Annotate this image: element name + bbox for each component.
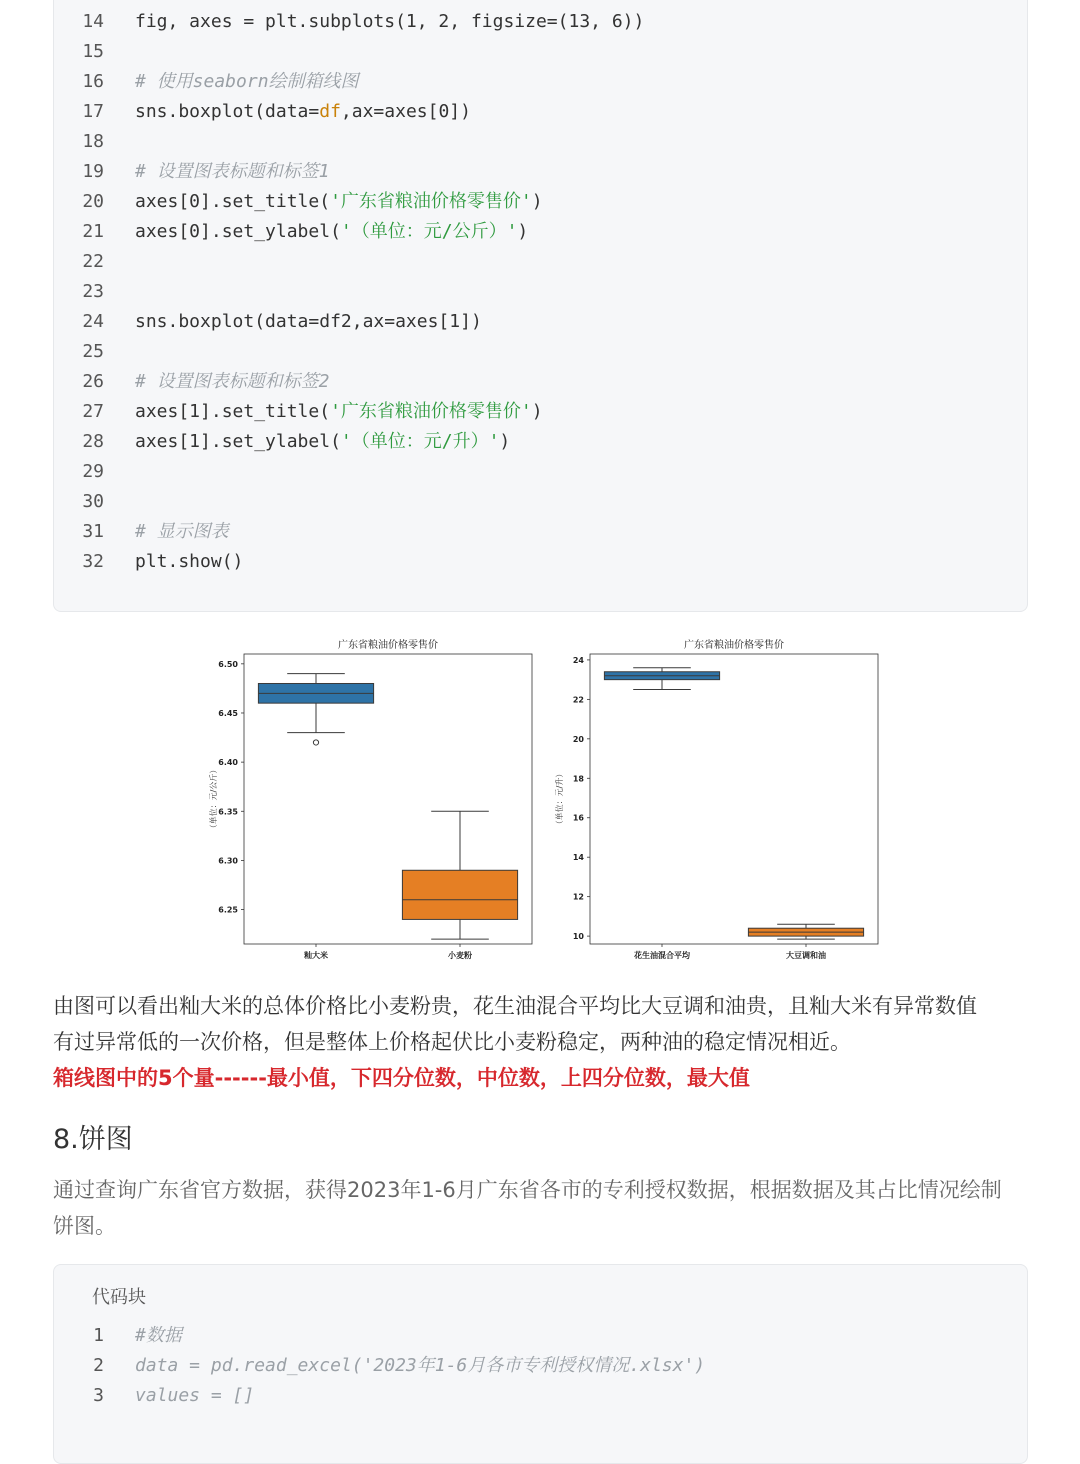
- code-line: [54, 127, 1027, 157]
- line-number: 23: [82, 281, 104, 302]
- code-line: [54, 397, 1027, 427]
- line-number: 3: [93, 1385, 104, 1406]
- y-tick-label: 6.25: [218, 905, 238, 915]
- code-token: axes[1].set_title(: [135, 401, 331, 422]
- boxplot-chart-left: [208, 638, 532, 960]
- y-tick-label: 6.35: [218, 807, 238, 817]
- code-block-header: 代码块: [92, 1287, 146, 1308]
- code-token: df: [319, 101, 341, 122]
- x-tick-label: 籼大米: [304, 951, 328, 960]
- code-line: [54, 427, 1027, 457]
- y-axis-label: （单位：元/升）: [555, 769, 564, 829]
- x-tick-label: 小麦粉: [448, 951, 472, 960]
- line-number: 18: [82, 131, 104, 152]
- line-number: 14: [82, 11, 104, 32]
- code-token: plt.show(): [135, 551, 244, 572]
- code-text: [135, 7, 644, 37]
- y-tick-label: 14: [572, 853, 584, 863]
- code-line: [54, 187, 1027, 217]
- code-text: [135, 217, 528, 247]
- line-number: 30: [82, 491, 104, 512]
- chart-title: 广东省粮油价格零售价: [338, 640, 438, 651]
- code-text: [135, 427, 510, 457]
- code-token: values = []: [135, 1385, 255, 1406]
- code-text: [135, 397, 543, 427]
- line-number: 1: [93, 1325, 104, 1346]
- code-token: fig, axes = plt.subplots(1, 2, figsize=(13, 6)): [135, 11, 645, 32]
- line-number: 26: [82, 371, 104, 392]
- x-tick-label: 大豆调和油: [786, 951, 826, 960]
- code-line: [54, 217, 1027, 247]
- code-block-top: [53, 0, 1028, 612]
- section-intro-line-2: 饼图。: [53, 1214, 116, 1238]
- line-number: 29: [82, 461, 104, 482]
- code-text: [135, 547, 243, 577]
- code-token: axes[0].set_title(: [135, 191, 331, 212]
- box-iqr: [402, 870, 517, 919]
- code-token: '（单位：元/公斤）': [340, 221, 518, 242]
- analysis-line-2: 有过异常低的一次价格，但是整体上价格起伏比小麦粉稳定，两种油的稳定情况相近。: [53, 1030, 851, 1054]
- line-number: 27: [82, 401, 104, 422]
- code-text: [135, 1381, 254, 1411]
- y-tick-label: 24: [572, 655, 584, 665]
- line-number: 15: [82, 41, 104, 62]
- code-line: [54, 1321, 1027, 1351]
- line-number: 2: [93, 1355, 104, 1376]
- code-line: [54, 1351, 1027, 1381]
- y-tick-label: 6.50: [218, 659, 238, 669]
- code-text: [135, 517, 229, 547]
- code-line: [54, 517, 1027, 547]
- boxplot-chart-right: [554, 638, 878, 960]
- code-line: [54, 37, 1027, 67]
- code-text: [135, 1321, 182, 1351]
- code-text: [135, 307, 482, 337]
- code-token: '（单位：元/升）': [340, 431, 500, 452]
- line-number: 25: [82, 341, 104, 362]
- y-tick-label: 6.45: [218, 708, 238, 718]
- code-text: [135, 97, 471, 127]
- line-number: 24: [82, 311, 104, 332]
- code-token: ,ax=axes[0]): [340, 101, 471, 122]
- code-token: axes[1].set_ylabel(: [135, 431, 341, 452]
- code-token: ): [531, 401, 543, 422]
- plot-frame: [590, 654, 878, 944]
- y-tick-label: 22: [572, 695, 584, 705]
- code-line: [54, 547, 1027, 577]
- section-intro-line-1: 通过查询广东省官方数据，获得2023年1-6月广东省各市的专利授权数据，根据数据及其占比情况绘制: [53, 1178, 1002, 1202]
- code-line: [54, 1381, 1027, 1411]
- line-number: 17: [82, 101, 104, 122]
- code-token: ): [517, 221, 529, 242]
- line-number: 20: [82, 191, 104, 212]
- code-line: [54, 277, 1027, 307]
- code-text: [135, 157, 330, 187]
- code-text: [135, 67, 359, 97]
- code-token: '广东省粮油价格零售价': [330, 401, 532, 422]
- code-token: ): [531, 191, 543, 212]
- code-line: [54, 7, 1027, 37]
- y-tick-label: 6.30: [218, 856, 238, 866]
- code-token: ): [499, 431, 511, 452]
- chart-title: 广东省粮油价格零售价: [684, 640, 784, 651]
- x-tick-label: 花生油混合平均: [634, 951, 690, 960]
- analysis-emphasis: 箱线图中的5个量------最小值，下四分位数，中位数，上四分位数，最大值: [53, 1066, 750, 1090]
- code-token: axes[0].set_ylabel(: [135, 221, 341, 242]
- code-line: [54, 247, 1027, 277]
- boxplot-figure: [200, 632, 890, 972]
- y-tick-label: 12: [572, 892, 584, 902]
- code-line: [54, 97, 1027, 127]
- code-text: [135, 1351, 705, 1381]
- code-token: '广东省粮油价格零售价': [330, 191, 532, 212]
- line-number: 22: [82, 251, 104, 272]
- code-line: [54, 307, 1027, 337]
- code-line: [54, 337, 1027, 367]
- code-line: [54, 367, 1027, 397]
- code-line: [54, 157, 1027, 187]
- code-token: # 设置图表标题和标签2: [135, 371, 330, 392]
- line-number: 32: [82, 551, 104, 572]
- code-token: sns.boxplot(data=: [135, 101, 320, 122]
- y-tick-label: 10: [572, 932, 584, 942]
- line-number: 21: [82, 221, 104, 242]
- code-token: #数据: [135, 1325, 182, 1346]
- y-axis-label: （单位：元/公斤）: [209, 765, 218, 833]
- code-block-bottom: [53, 1264, 1028, 1464]
- code-token: # 使用seaborn绘制箱线图: [135, 71, 359, 92]
- line-number: 31: [82, 521, 104, 542]
- code-text: [135, 187, 543, 217]
- code-token: sns.boxplot(data=df2,ax=axes[1]): [135, 311, 482, 332]
- code-token: # 设置图表标题和标签1: [135, 161, 330, 182]
- line-number: 16: [82, 71, 104, 92]
- line-number: 19: [82, 161, 104, 182]
- y-tick-label: 16: [572, 813, 584, 823]
- code-line: [54, 457, 1027, 487]
- line-number: 28: [82, 431, 104, 452]
- y-tick-label: 6.40: [218, 758, 238, 768]
- code-line: [54, 67, 1027, 97]
- y-tick-label: 20: [572, 734, 584, 744]
- y-tick-label: 18: [572, 774, 584, 784]
- code-line: [54, 487, 1027, 517]
- code-text: [135, 367, 330, 397]
- analysis-line-1: 由图可以看出籼大米的总体价格比小麦粉贵，花生油混合平均比大豆调和油贵，且籼大米有异常数值: [53, 994, 977, 1018]
- code-token: data = pd.read_excel('2023年1-6月各市专利授权情况.xlsx'): [135, 1355, 706, 1376]
- code-token: # 显示图表: [135, 521, 229, 542]
- section-title: 8.饼图: [53, 1124, 133, 1155]
